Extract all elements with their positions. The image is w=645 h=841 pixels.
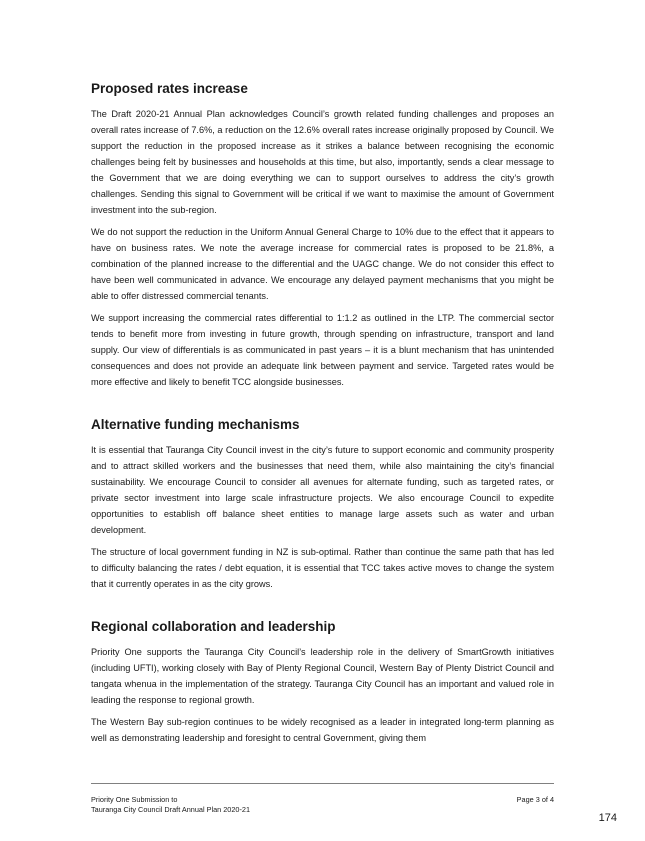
paragraph: The Draft 2020-21 Annual Plan acknowledges Council’s growth related funding challenges and proposes an overall rates increase of 7.6%, a reduction on the 12.6% overall rates increase originally proposed by Council. We support the reduction in the proposed increase as it strikes a balance between recognising the economic challenges being felt by businesses and households at this time, but also, importantly, sends a clear message to the Government that we are doing everything we can to support ourselves to address the city’s growth challenges. Sending this signal to Government will be critical if we want to maximise the amount of Government investment into the sub-region. [91,109,554,215]
footer-line-1: Priority One Submission to [91,795,178,804]
section-heading-funding: Alternative funding mechanisms [91,417,300,432]
paragraph: We do not support the reduction in the Uniform Annual General Charge to 10% due to the effect that it appears to have on business rates. We note the average increase for commercial rates is proposed to be 21.8%, a combination of the planned increase to the differential and the UAGC change. We do not consider this effect to have been well communicated in advance. We encourage any delayed payment mechanisms that you might be able to offer distressed commercial tenants. [91,227,554,301]
footer-line-2: Tauranga City Council Draft Annual Plan 2020-21 [91,805,251,814]
footer-title [91,795,250,815]
page-number: 174 [598,812,617,824]
paragraph: The Western Bay sub-region continues to be widely recognised as a leader in integrated long-term planning as well as demonstrating leadership and foresight to central Government, giving them [91,717,554,743]
section-heading-rates: Proposed rates increase [91,81,248,96]
paragraph: It is essential that Tauranga City Council invest in the city’s future to support economic and community prosperity and to attract skilled workers and the businesses that need them, while also maintaining the city’s financial sustainability. We encourage Council to consider all avenues for alternate funding, such as targeted rates, or private sector investment into large scale infrastructure projects. We also encourage Council to expedite opportunities to establish off balance sheet entities to manage large assets such as water and urban development. [91,445,554,535]
paragraph: Priority One supports the Tauranga City Council’s leadership role in the delivery of SmartGrowth initiatives (including UFTI), working closely with Bay of Plenty Regional Council, Western Bay of Plenty District Council and tangata whenua in the implementation of the strategy. Tauranga City Council has an important and valued role in leading the response to regional growth. [91,647,554,705]
footer-page-of: Page 3 of 4 [516,795,554,804]
paragraph: The structure of local government funding in NZ is sub-optimal. Rather than continue the same path that has led to difficulty balancing the rates / debt equation, it is essential that TCC takes active moves to change the system that it currently operates in as the city grows. [91,547,554,589]
footer-divider [91,783,554,784]
document-body [91,80,554,746]
paragraph: We support increasing the commercial rates differential to 1:1.2 as outlined in the LTP. The commercial sector tends to benefit more from investing in future growth, through spending on infrastructure, transport and land supply. Our view of differentials is as communicated in past years – it is a blunt mechanism that has unintended consequences and does not provide an adequate link between payment and service. Targeted rates would be more effective and likely to benefit TCC alongside businesses. [91,313,554,387]
section-heading-regional: Regional collaboration and leadership [91,619,336,634]
